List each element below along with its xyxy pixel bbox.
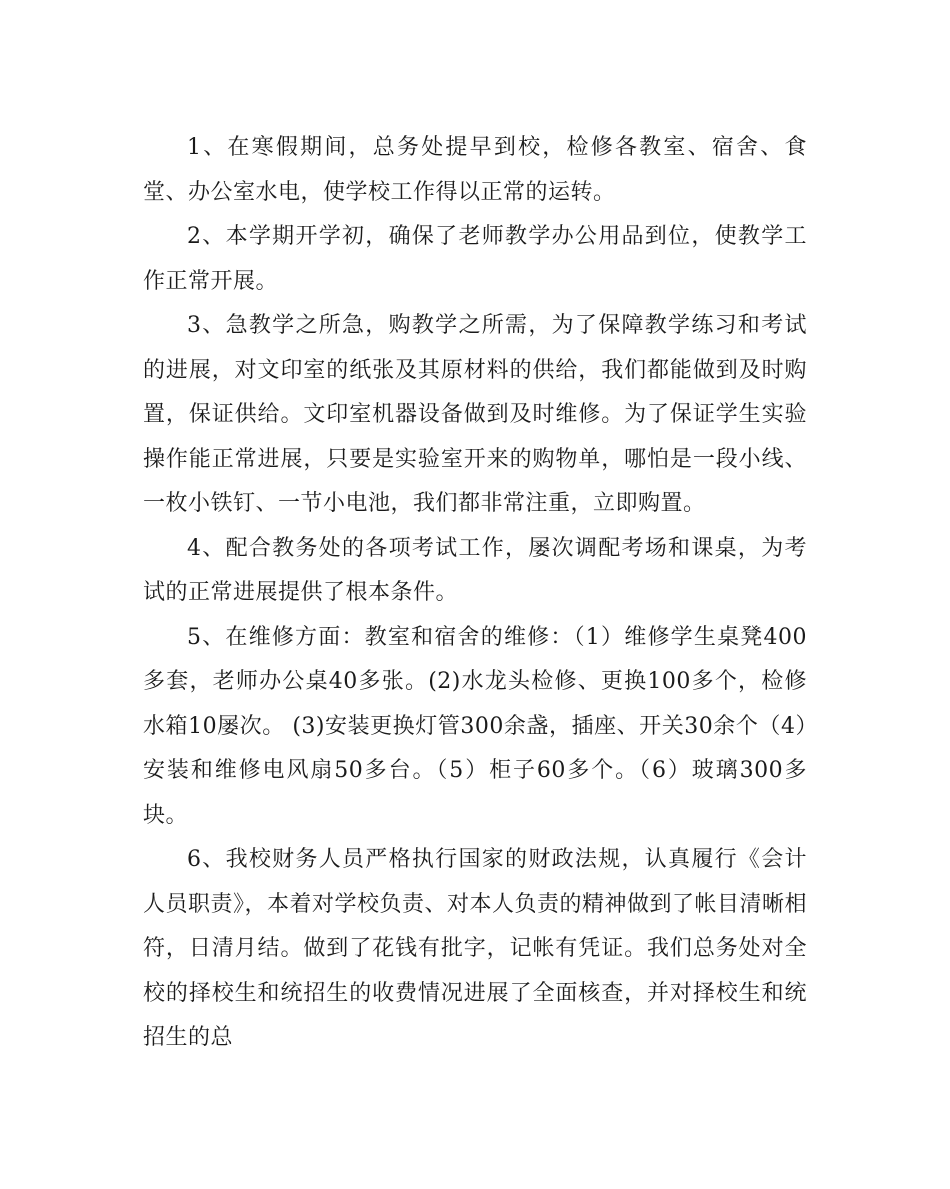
paragraph-2: 2、本学期开学初，确保了老师教学办公用品到位，使教学工作正常开展。 — [143, 224, 807, 294]
paragraph-6: 6、我校财务人员严格执行国家的财政法规，认真履行《会计人员职责》，本着对学校负责、对本人负责的精神做到了帐目清晰相符，日清月结。做到了花钱有批字，记帐有凭证。我们总务处对全校的择校生和统招生的收费情况进展了全面核查，并对择校生和统招生的总 — [143, 847, 808, 1050]
paragraph-5: 5、在维修方面：教室和宿舍的维修：（1）维修学生桌凳400多套，老师办公桌40多张。(2)水龙头检修、更换100多个，检修水箱10屡次。 (3)安装更换灯管300余盏，插座、开关30余个（4）安装和维修电风扇50多台。（5）柜子60多个。（6）玻璃300多块。 — [143, 624, 807, 828]
paragraph-1: 1、在寒假期间，总务处提早到校，检修各教室、宿舍、食堂、办公室水电，使学校工作得以正常的运转。 — [143, 135, 807, 205]
paragraph-3: 3、急教学之所急，购教学之所需，为了保障教学练习和考试的进展，对文印室的纸张及其原材料的供给，我们都能做到及时购置，保证供给。文印室机器设备做到及时维修。为了保证学生实验操作能正常进展，只要是实验室开来的购物单，哪怕是一段小线、一枚小铁钉、一节小电池，我们都非常注重，立即购置。 — [143, 313, 807, 516]
document-body — [143, 126, 807, 1061]
paragraph-4: 4、配合教务处的各项考试工作，屡次调配考场和课桌，为考试的正常进展提供了根本条件。 — [143, 535, 807, 605]
